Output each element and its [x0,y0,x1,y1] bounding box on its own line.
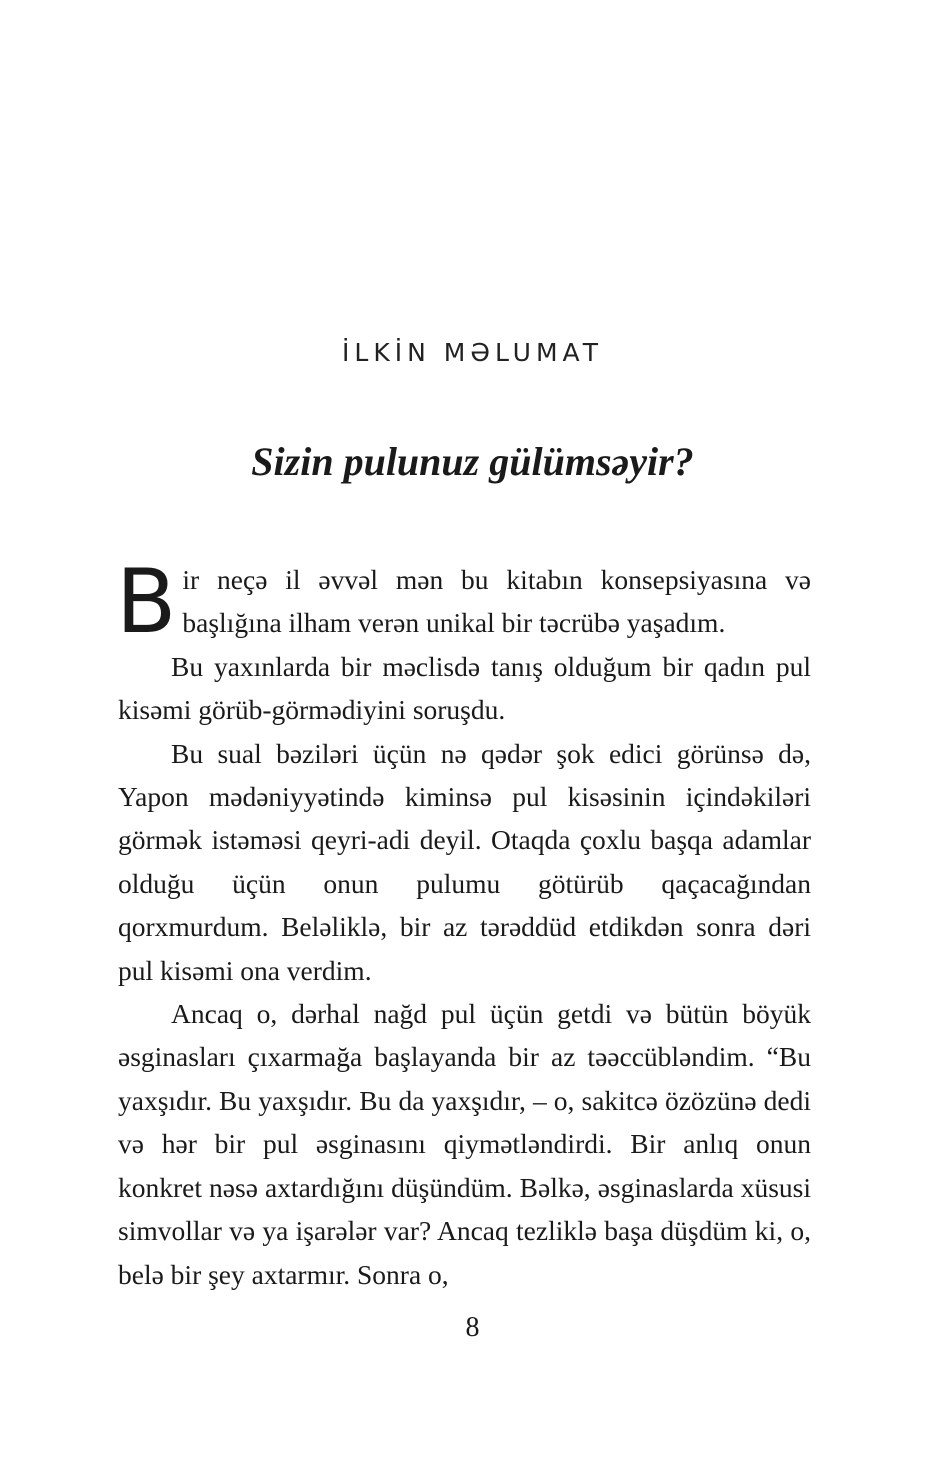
drop-cap: B [116,550,177,653]
page-number: 8 [465,1312,480,1343]
paragraph-1-text: ir neçə il əvvəl mən bu kitabın konsepsiyasına və başlığına ilham verən unikal bir təcrübə yaşadım. [182,564,811,639]
paragraph-4: Ancaq o, dərhal nağd pul üçün getdi və bütün böyük əsginasları çıxarmağa başlayanda bir az təəccübləndim. “Bu yaxşıdır. Bu yaxşıdır. Bu da yaxşıdır, – o, sakitcə özözünə dedi və hər bir pul əsginasını qiymətləndirdi. Bir anlıq onun konkret nəsə axtardığını düşündüm. Bəlkə, əsginaslarda xüsusi simvollar və ya işarələr var? Ancaq tezliklə başa düşdüm ki, o, belə bir şey axtarmır. Sonra o, [118,998,811,1290]
body-text [116,550,811,1296]
paragraph-1 [116,550,811,653]
paragraph-2: Bu yaxınlarda bir məclisdə tanış olduğum bir qadın pul kisəmi görüb-görmədiyini soruşdu. [118,650,811,726]
chapter-title: Sizin pulunuz gülümsəyir? [251,439,694,484]
section-label: İLKİN MƏLUMAT [342,338,603,367]
paragraph-3: Bu sual bəziləri üçün nə qədər şok edici görünsə də, Yapon mədəniyyətində kiminsə pul kisəsinin içindəkiləri görmək istəməsi qeyri-adi deyil. Otaqda çoxlu başqa adamlar olduğu üçün onun pulumu götürüb qaçacağından qorxmurdum. Beləliklə, bir az tərəddüd etdikdən sonra dəri pul kisəmi ona verdim. [118,737,811,986]
